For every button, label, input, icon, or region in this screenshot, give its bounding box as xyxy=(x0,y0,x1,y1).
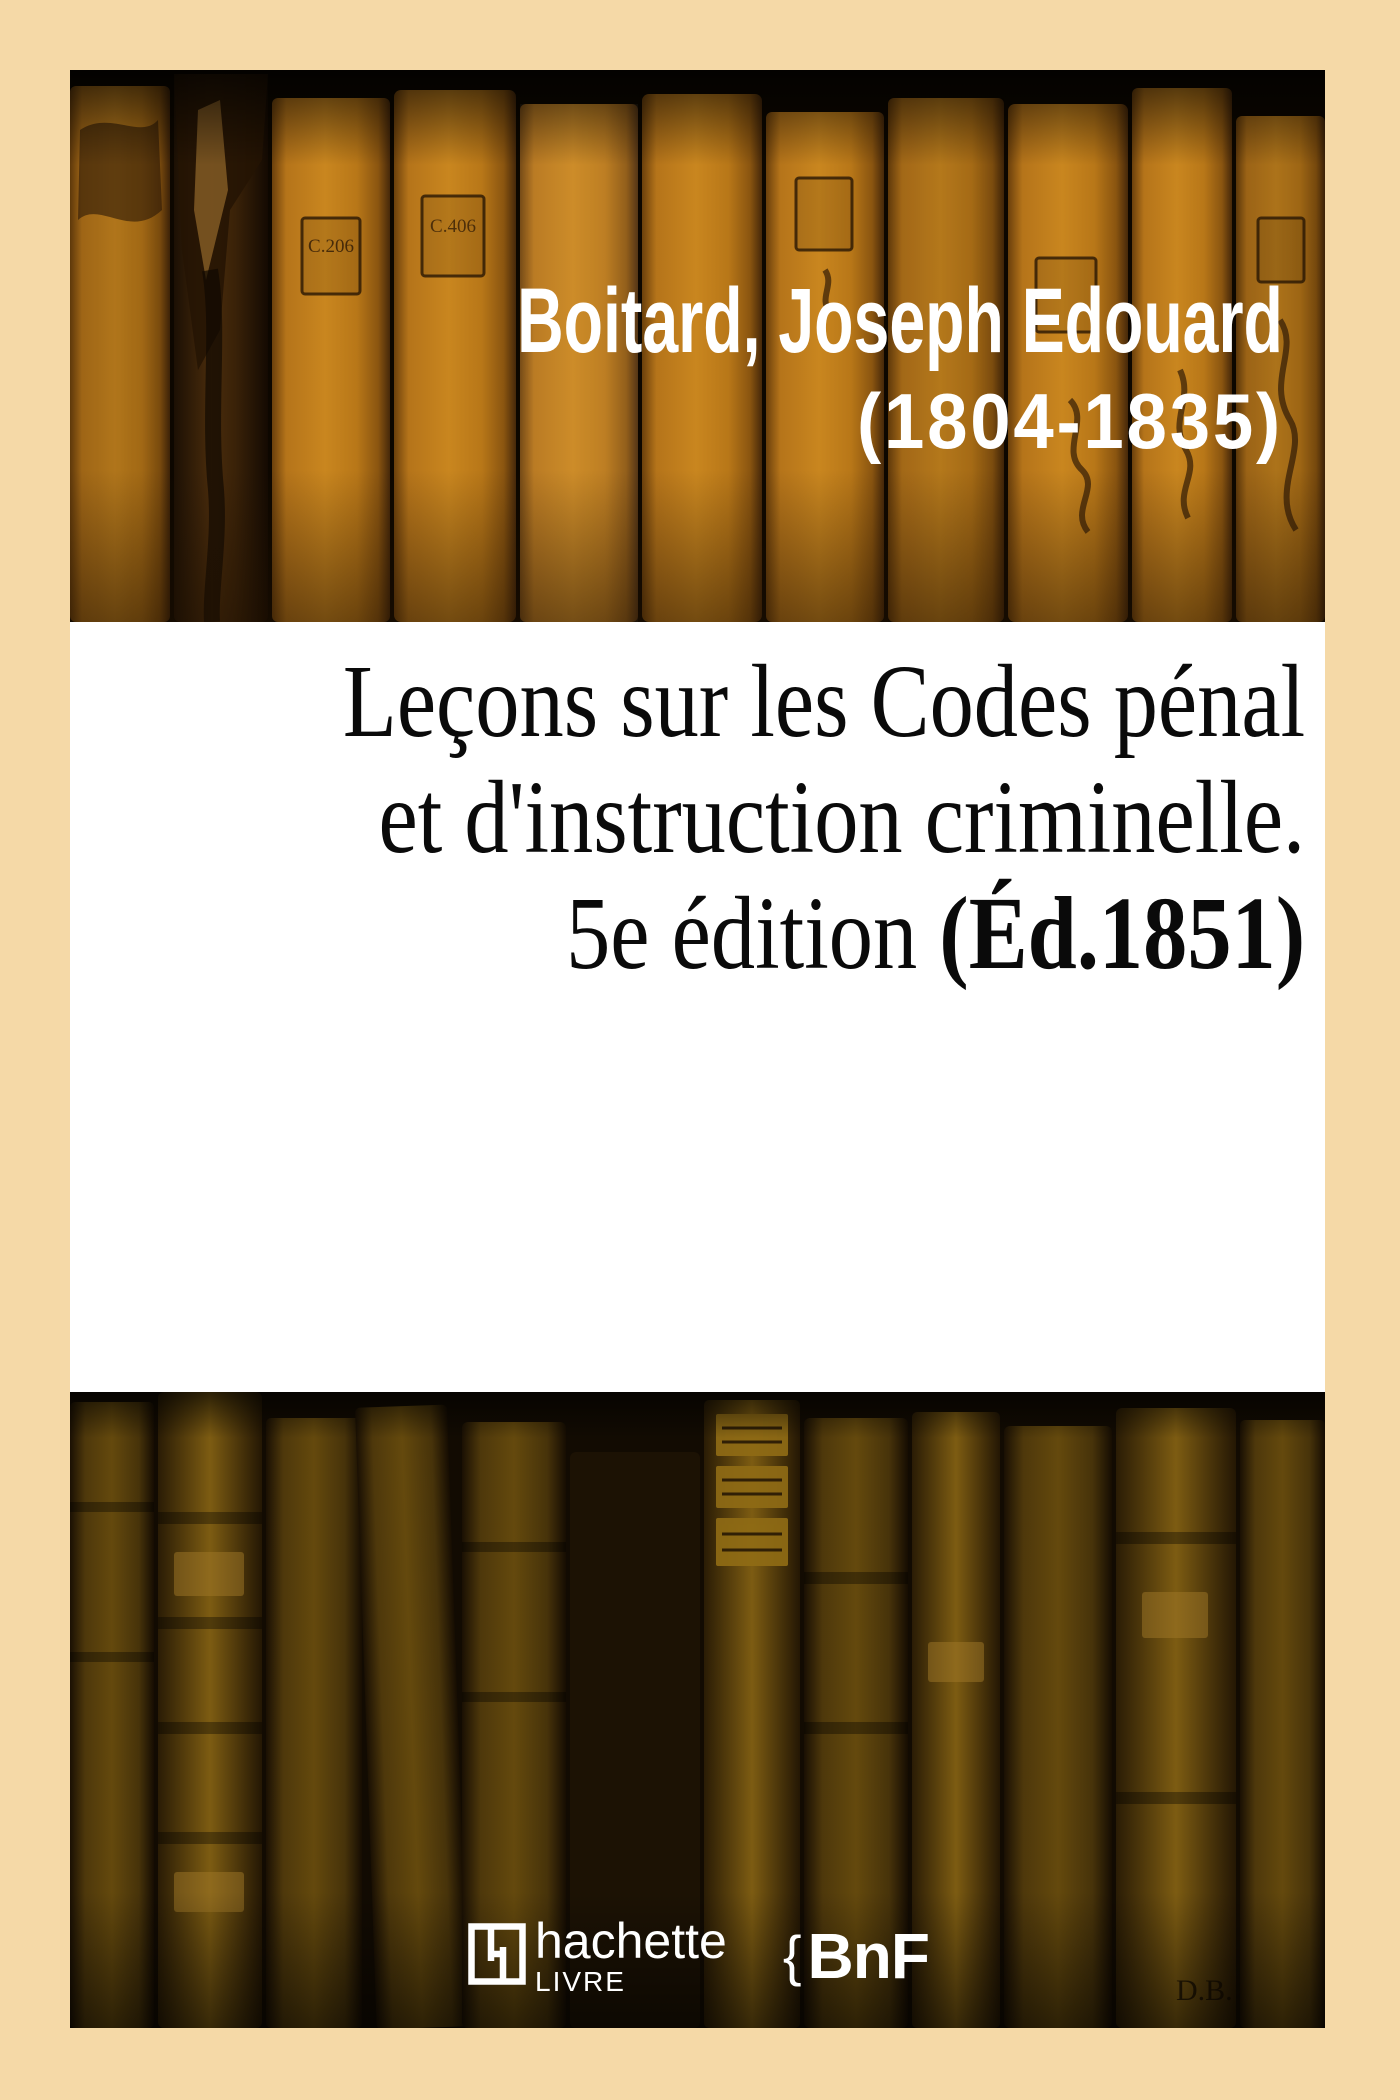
bnf-logo xyxy=(782,1920,929,1992)
spine-stamp-text: C.206 xyxy=(308,236,354,257)
title-line-1: Leçons sur les Codes pénal xyxy=(342,644,1305,759)
bottom-books-photo xyxy=(70,1392,1325,2028)
hachette-wordmark xyxy=(535,1913,727,1997)
author-name: Boitard, Joseph Edouard xyxy=(517,270,1283,372)
bnf-brace-icon: { xyxy=(782,1924,802,1987)
bnf-label: BnF xyxy=(807,1920,929,1992)
title-line-3 xyxy=(343,876,1305,992)
hachette-livre-logo xyxy=(468,1913,727,1997)
title-edition: 5e édition xyxy=(565,876,940,991)
title-block xyxy=(343,644,1305,992)
title-section xyxy=(70,622,1325,1392)
author-block xyxy=(189,268,1283,468)
top-books-photo xyxy=(70,70,1325,622)
book-cover xyxy=(70,70,1325,2028)
title-line-2: et d'instruction criminelle. xyxy=(378,760,1305,875)
hachette-h-square-icon xyxy=(468,1922,526,1986)
hachette-name: hachette xyxy=(535,1913,727,1969)
spine-stamp-text: C.406 xyxy=(430,216,476,237)
hachette-livre-label: LIVRE xyxy=(535,1966,626,1997)
title-edition-year: (Éd.1851) xyxy=(939,876,1305,991)
publisher-logos xyxy=(468,1913,929,1997)
author-dates: (1804-1835) xyxy=(857,377,1283,465)
